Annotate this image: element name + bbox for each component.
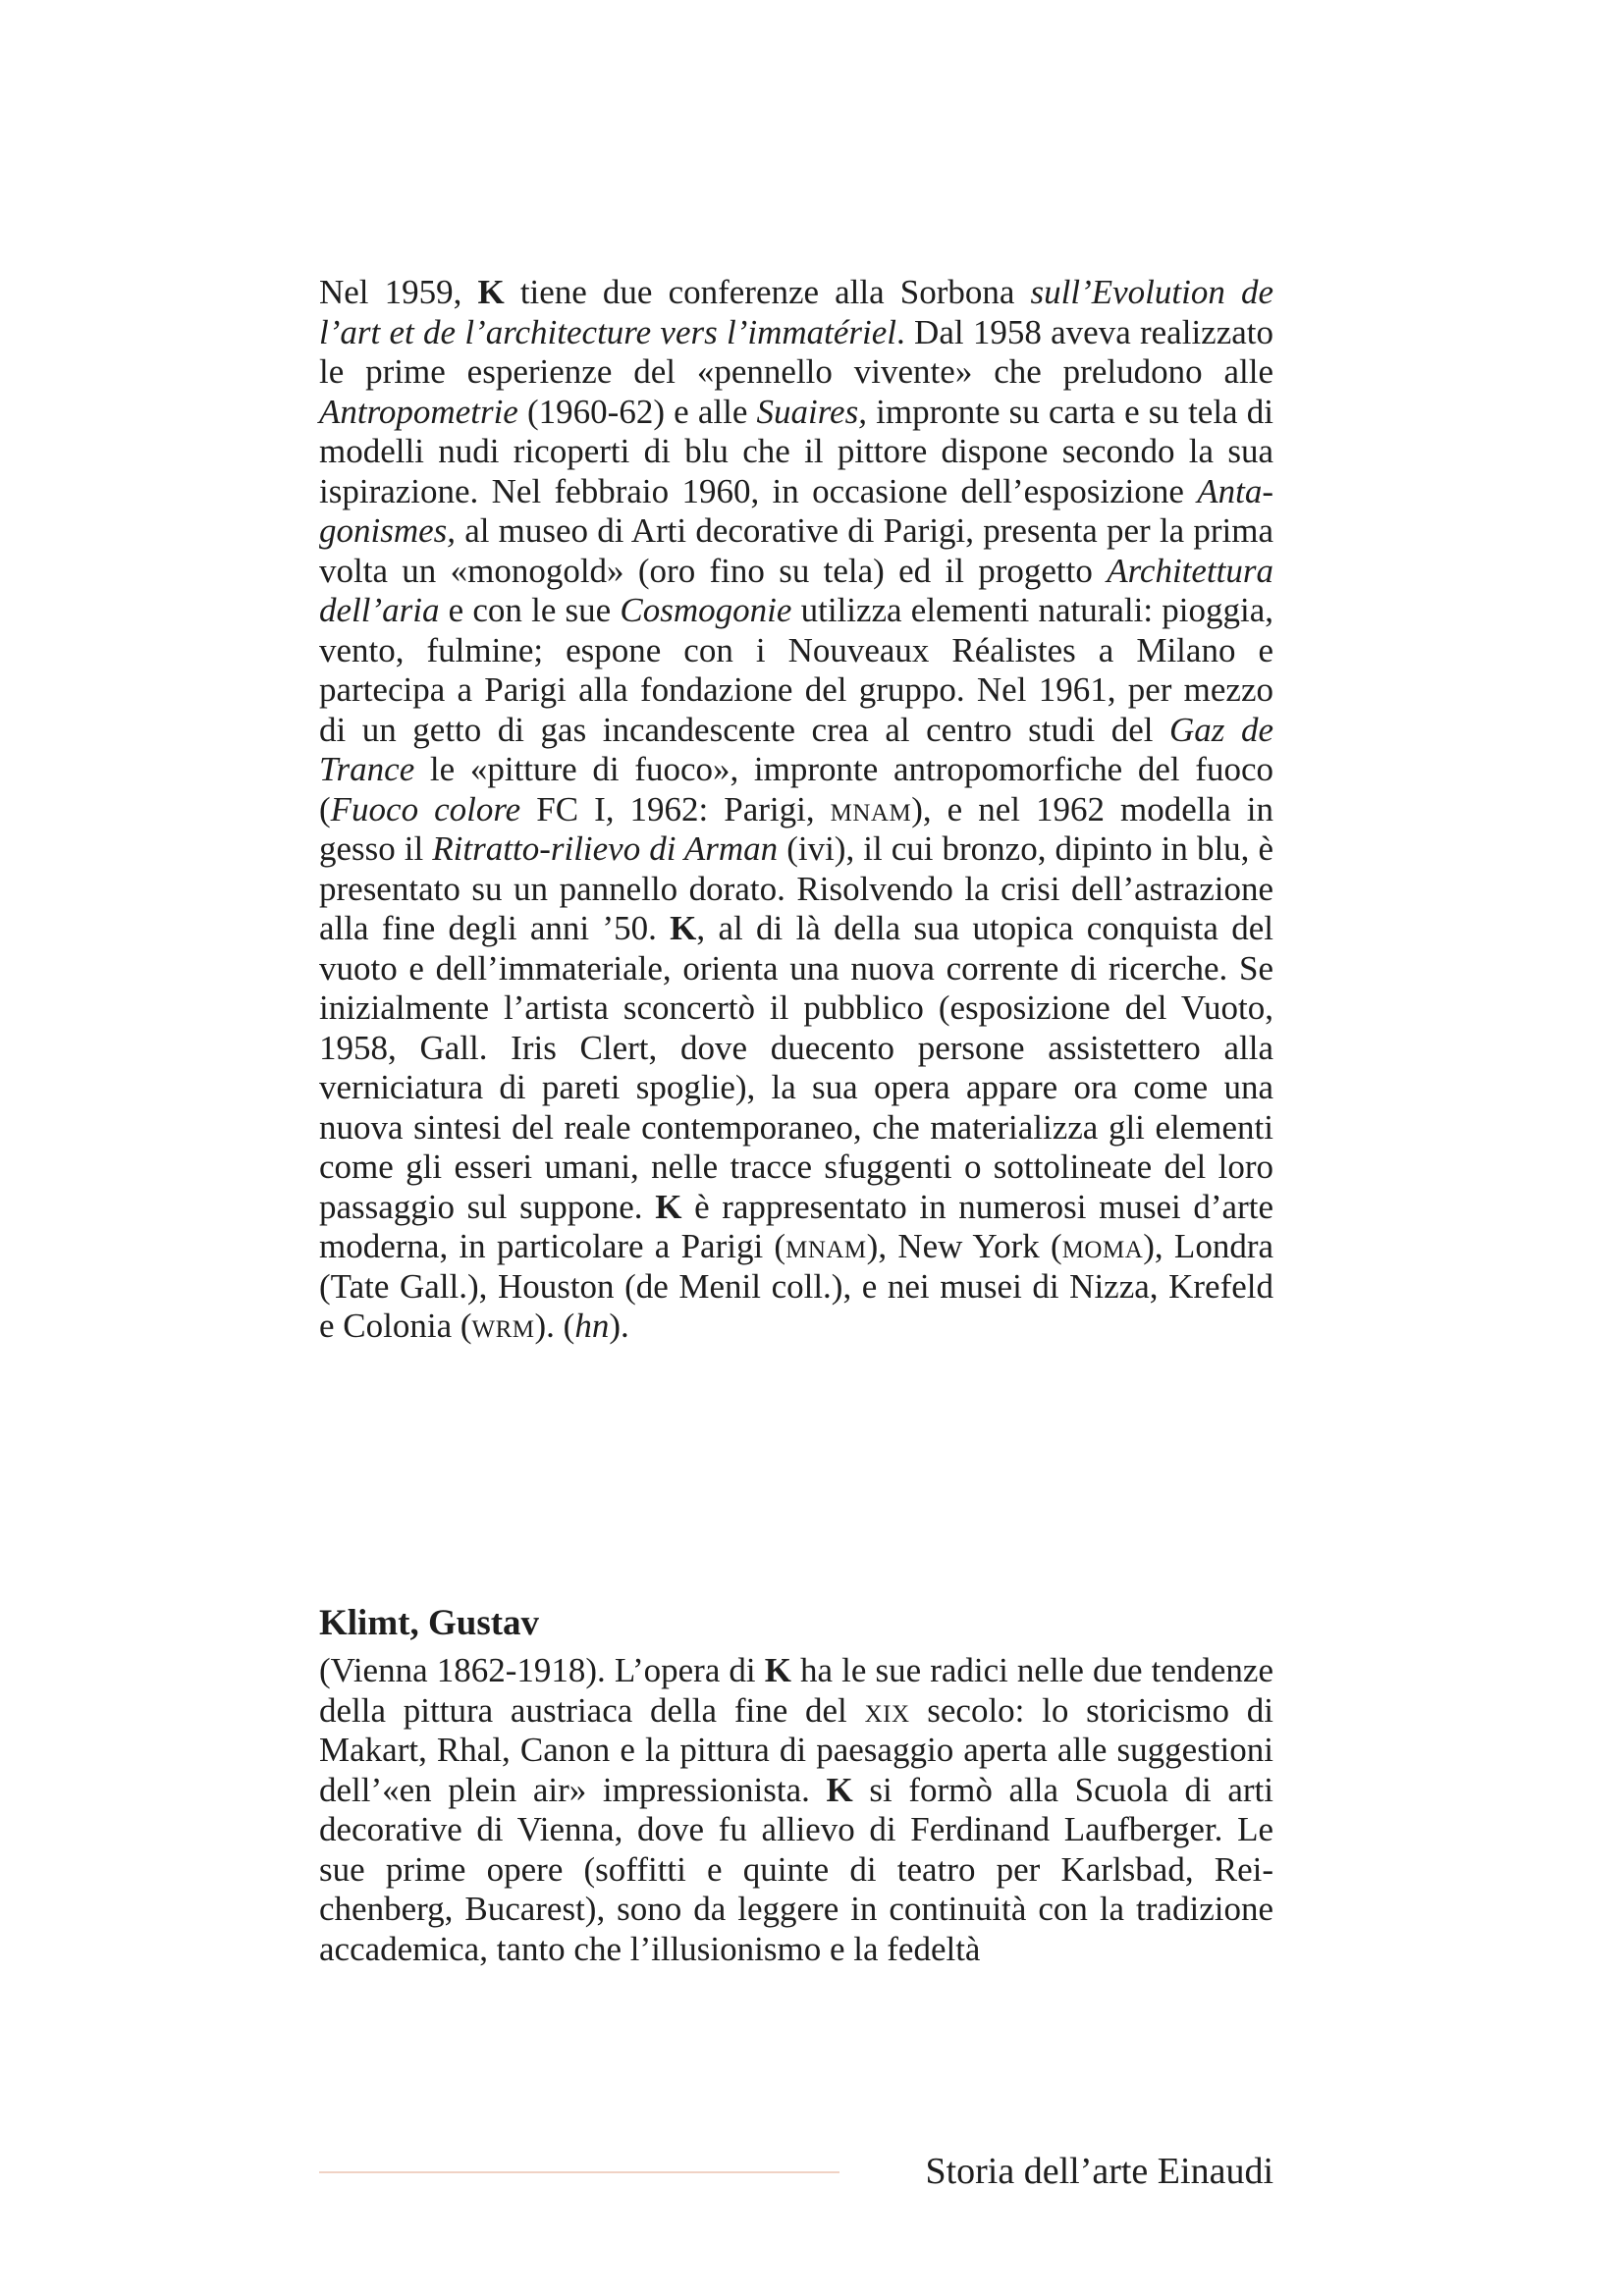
text-run: secolo: lo storicismo di Makart, Rhal, Canon e la pittura di paesaggio aperta alle suggestioni dell’«en plein air» impressionista. (319, 1690, 1273, 1809)
italic-text: hn (574, 1307, 610, 1345)
text-run: tiene due conferenze alla Sorbona (504, 273, 1031, 311)
bold-initial: K (477, 273, 505, 311)
bold-initial: K (655, 1187, 682, 1226)
footer-publication-label: Storia dell’arte Einaudi (925, 2151, 1273, 2192)
italic-text: Cosmogonie (620, 591, 792, 629)
small-caps-abbr: wrm (471, 1307, 535, 1345)
text-run: FC I (520, 789, 606, 828)
text-run: (1960-62) e alle (517, 392, 757, 431)
text-run: ). (609, 1307, 629, 1345)
text-run: al museo di Arti decorative di Parigi, presenta per la prima volta un «monogold» (oro fino su tela) ed il progetto (319, 511, 1273, 590)
text-run: ha le sue radici nelle due tendenze della pittura austriaca della fine del (319, 1651, 1273, 1730)
text-run: Nel 1959, (319, 273, 478, 311)
text-run: si formò alla Scuola di arti decorative di Vienna, dove fu allievo di Ferdinand Laufberger. Le sue prime opere (soffitti e quinte di teatro per Karlsbad, Reichenberg, Bucarest), sono da leggere in continuità con la tradizione accademica, tanto che l’illusionismo e la fedeltà (319, 1770, 1273, 1968)
italic-text: Ritratto-rilievo di Arman (432, 829, 779, 868)
text-run: , al di là della sua utopica conquista del vuoto e dell’immateriale, orienta una nuova corrente di ricerche. Se inizialmente l’artista sconcertò il pubblico (esposizione del Vuoto, 1958, Gall. Iris Clert, dove duecento persone assistettero alla verniciatura di pareti spoglie), la sua opera appare ora come una nuova sintesi del reale contemporaneo, che materializza gli elementi come gli esseri umani, nelle tracce sfuggenti o sottolineate del loro passaggio sul suppone. (319, 909, 1273, 1226)
italic-text: Antagonismes, (319, 471, 1273, 550)
text-run: ). ( (534, 1307, 575, 1345)
text-run: ), New York ( (866, 1227, 1062, 1265)
bold-initial: K (670, 909, 697, 947)
text-run: è rappresentato in numerosi musei d’arte moderna, in particolare a Parigi ( (319, 1187, 1273, 1265)
small-caps-abbr: xix (864, 1690, 910, 1730)
italic-text: sull’Evolution de l’art et de l’architecture vers l’immatériel (319, 273, 1273, 351)
entry-body-text (319, 1651, 1273, 1969)
text-run: utilizza elementi naturali: pioggia, vento, fulmine; espone con i Nouveaux Réalistes a Milano e partecipa a Parigi alla fondazione del gruppo. Nel 1961, per mezzo di un getto di gas incandescente crea al centro studi del (319, 591, 1274, 749)
bold-initial: K (826, 1770, 853, 1809)
italic-text: Antropometrie (319, 392, 518, 431)
previous-entry-text (319, 273, 1273, 1347)
text-run: e con le sue (439, 591, 621, 629)
footer-rule (319, 2171, 839, 2173)
italic-text: Fuoco colore (330, 789, 521, 828)
text-run: (Vienna 1862-1918). L’opera di (319, 1651, 765, 1689)
text-run: impronte su carta e su tela di modelli nudi ricoperti di blu che il pittore dispone secondo la sua ispirazione. Nel febbraio 1960, in occasione dell’esposizione (319, 392, 1273, 510)
bold-initial: K (764, 1651, 791, 1689)
text-run: le «pitture di fuoco», impronte antropomorfiche del fuoco ( (319, 750, 1273, 828)
italic-text: Architettura dell’aria (319, 551, 1273, 629)
text-run: . Dal 1958 aveva realizzato le prime esperienze del «pennello vivente» che preludono alle (319, 312, 1273, 391)
small-caps-abbr: mnam (785, 1227, 867, 1265)
text-run: (ivi), il cui bronzo, dipinto in blu, è presentato su un pannello dorato. Risolvendo la crisi dell’astrazione alla fine degli anni ’50. (319, 829, 1273, 947)
small-caps-abbr: moma (1061, 1227, 1144, 1265)
italic-text: Suaires, (756, 392, 867, 431)
italic-text: , (605, 789, 615, 828)
text-run: ), e nel 1962 modella in gesso il (319, 789, 1274, 868)
entry-heading: Klimt, Gustav (319, 1603, 540, 1643)
small-caps-abbr: mnam (830, 789, 912, 828)
italic-text: Gaz de Trance (319, 710, 1273, 788)
text-run: ), Londra (Tate Gall.), Houston (de Menil coll.), e nei musei di Nizza, Krefeld e Colonia ( (319, 1227, 1274, 1345)
text-run: 1962: Parigi, (614, 789, 831, 828)
